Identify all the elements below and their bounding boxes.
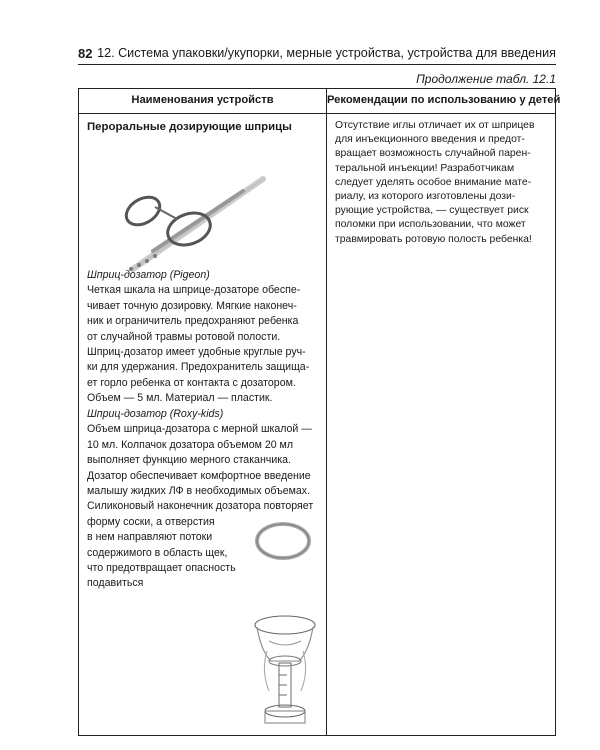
column-header-recommendations: Рекомендации по использованию у детей [327,94,561,106]
recommendation-line: поломки при использовании, что может [335,219,526,231]
product-roxy-kids [87,407,327,592]
description-line: что предотвращает опасность [87,562,236,575]
description-line: от случайной травмы ротовой полости. [87,330,281,343]
product-name: Шприц-дозатор (Roxy-kids) [87,408,224,420]
description-line: Шприц-дозатор имеет удобные круглые руч- [87,346,306,359]
product-pigeon [87,268,327,407]
table-header-row [79,89,561,114]
header-rule [78,64,556,65]
running-title: 12. Система упаковки/укупорки, мерные устройства, устройства для введения [97,46,556,60]
section-title: Пероральные дозирующие шприцы [87,121,292,133]
product-name: Шприц-дозатор (Pigeon) [87,269,210,281]
description-line: форму соски, а отверстия [87,515,215,528]
description-line: малышу жидких ЛФ в необходимых объемах. [87,485,311,498]
description-line: Четкая шкала на шприце-дозаторе обеспе- [87,284,301,297]
description-line: Объем — 5 мл. Материал — пластик. [87,392,273,405]
description-line: ки для удержания. Предохранитель защища- [87,361,310,374]
description-line: в нем направляют потоки [87,531,213,544]
description-line: 10 мл. Колпачок дозатора объемом 20 мл [87,438,294,451]
description-line: Объем шприца-дозатора с мерной шкалой — [87,423,312,436]
description-line: чивает точную дозировку. Мягкие наконеч- [87,299,297,312]
description-line: Дозатор обеспечивает комфортное введение [87,469,311,482]
recommendation-line: следует уделять особое внимание мате- [335,176,532,188]
description-line: подавиться [87,577,144,590]
description-line: содержимого в область щек, [87,546,228,559]
recommendations-cell [335,119,549,247]
description-line: ет горло ребенка от контакта с дозатором. [87,376,296,389]
recommendation-line: риалу, из которого изготовлены дози- [335,191,516,203]
table-continuation-label: Продолжение табл. 12.1 [416,72,556,86]
description-line: ник и ограничитель предохраняют ребенка [87,315,299,328]
recommendation-line: травмировать ротовую полость ребенка! [335,233,532,245]
column-header-devices: Наименования устройств [131,94,274,106]
recommendation-line: вращает возможность случайной парен- [335,148,531,160]
devices-table [78,88,561,736]
roxy-dispenser-illustration [245,611,325,731]
page-header [78,44,556,66]
cap-ring-illustration [253,519,313,563]
recommendation-line: теральной инъекции! Разработчикам [335,162,515,174]
section-title-cell [87,121,323,133]
description-line: выполняет функцию мерного стаканчика. [87,454,291,467]
recommendation-line: Отсутствие иглы отличает их от шприцев [335,120,535,131]
recommendation-line: для инъекционного введения и предот- [335,134,525,146]
recommendation-line: рующие устройства, — существует риск [335,205,529,217]
page-number: 82 [78,46,93,61]
description-line: Силиконовый наконечник дозатора повторяет [87,500,314,513]
pigeon-syringe-illustration [113,159,273,279]
